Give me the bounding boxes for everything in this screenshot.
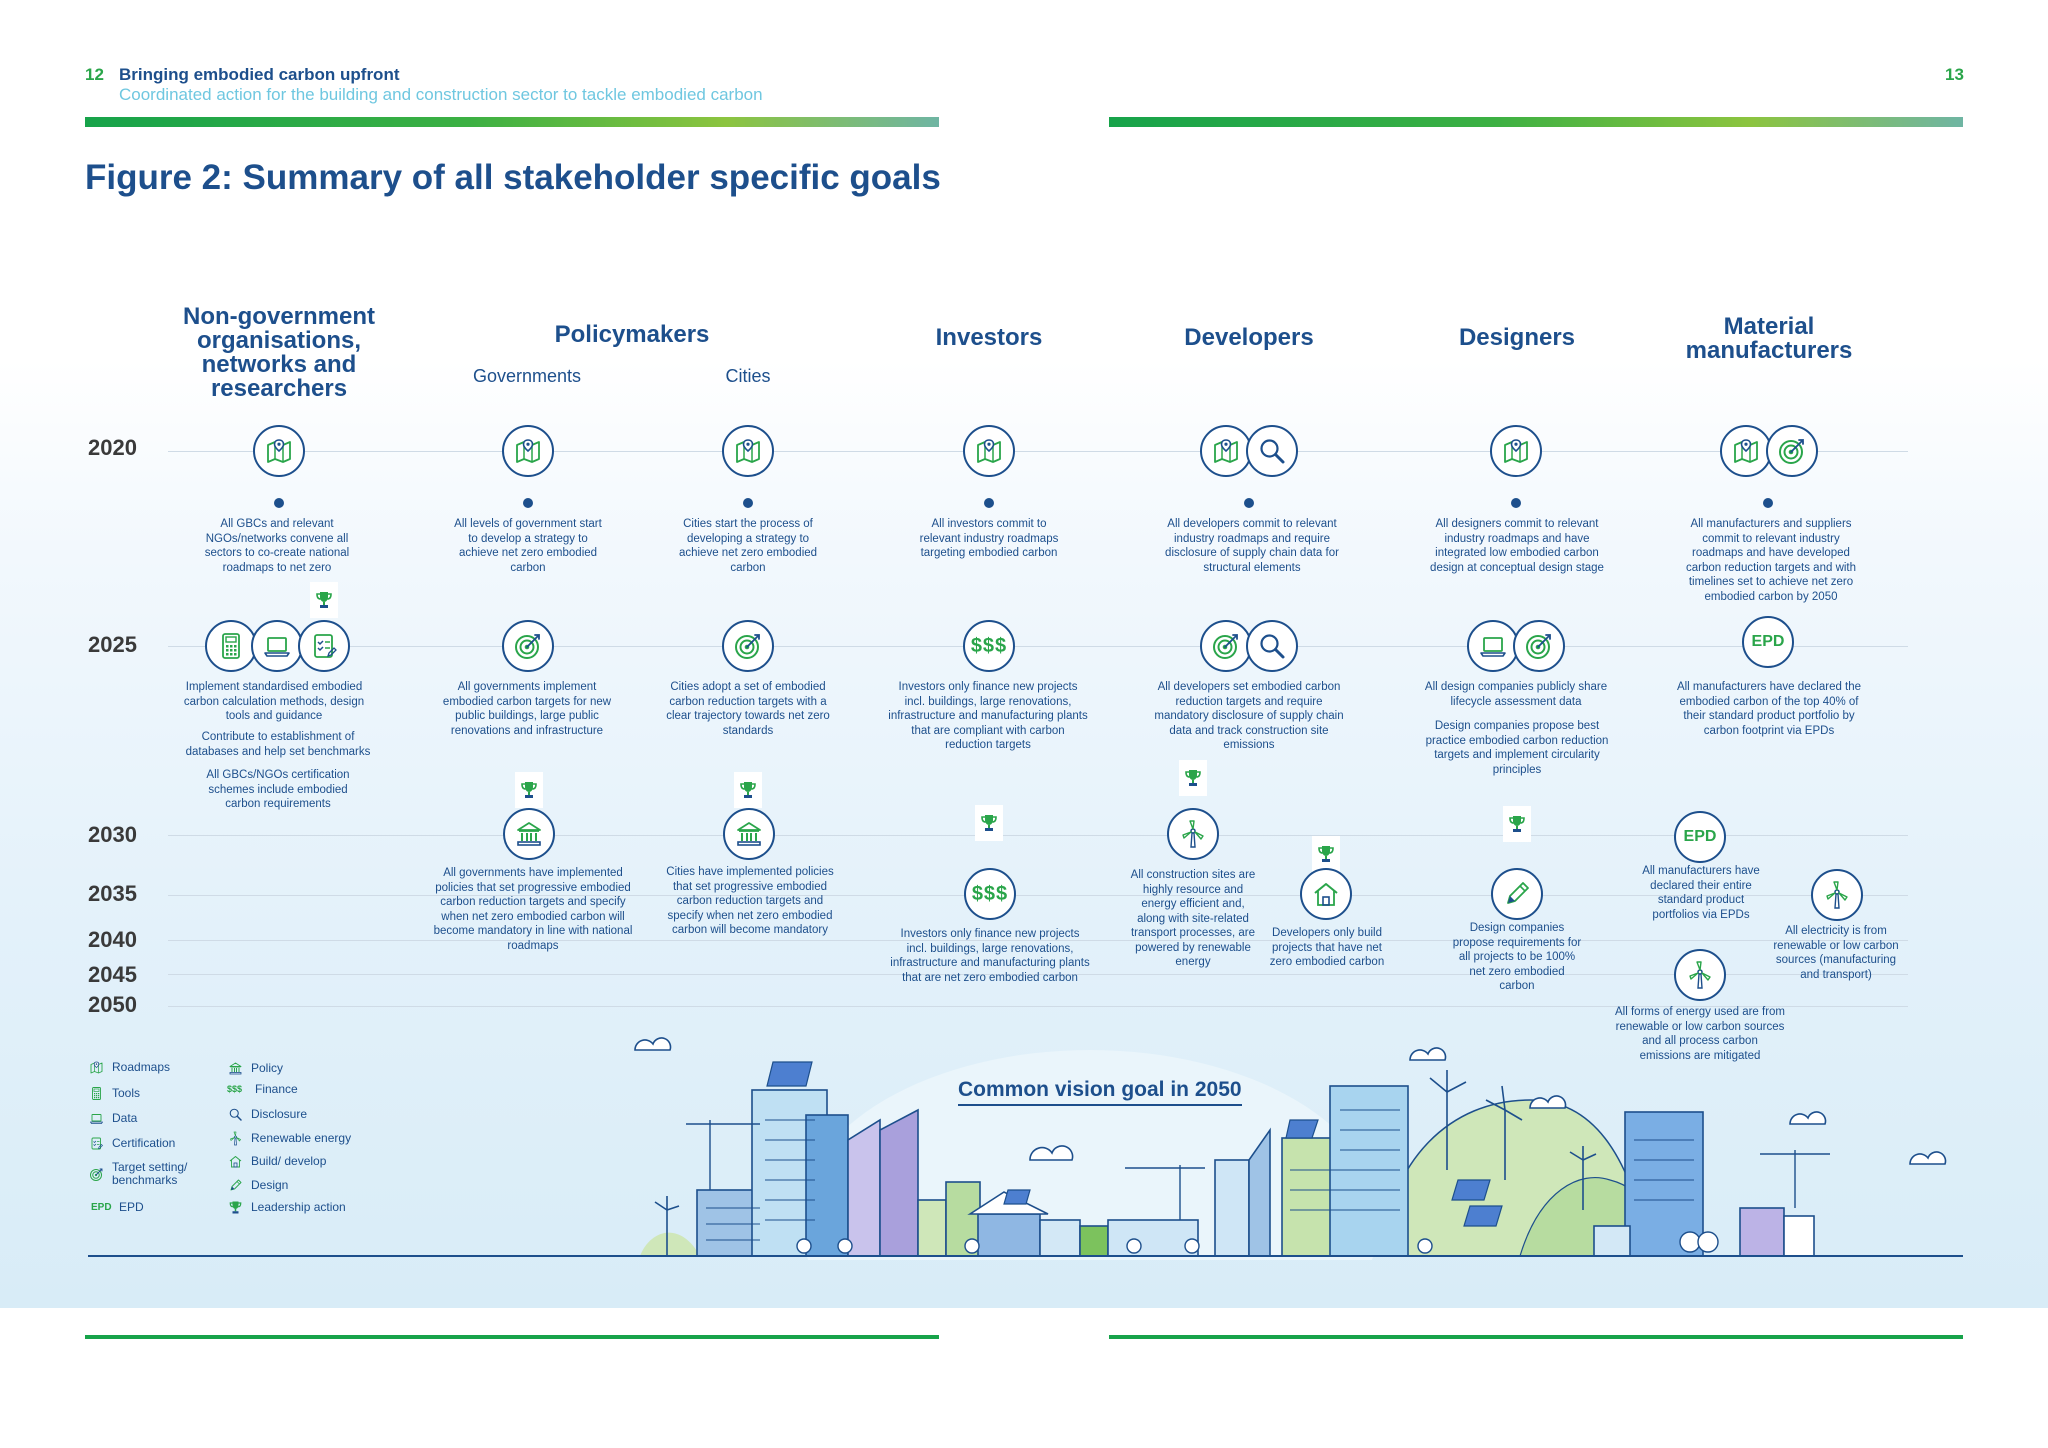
goal-text-man-2045: All forms of energy used are from renewable or low carbon sources and all process carbon emissions are mitigated [1615, 1006, 1786, 1062]
legend-design: Design [227, 1177, 288, 1193]
year-2035: 2035 [88, 881, 137, 906]
city-skyline-illustration [0, 1020, 2048, 1260]
legend-policy: Policy [227, 1060, 283, 1076]
roadmap-icon [722, 425, 774, 477]
year-2020: 2020 [88, 435, 137, 460]
legend-data: Data [88, 1110, 137, 1126]
legend-leadership: Leadership action [227, 1199, 346, 1215]
timeline-dot [1763, 498, 1773, 508]
running-header-subtitle: Coordinated action for the building and construction sector to tackle embodied carbon [119, 85, 763, 104]
legend-target-setting: Target setting/ benchmarks [88, 1161, 187, 1187]
epd-icon: EPD [91, 1202, 112, 1213]
renewable-energy-icon [1674, 949, 1726, 1001]
goal-text-gov-2020: All levels of government start to develop a strategy to achieve net zero embodied carbon [454, 518, 602, 574]
goal-text-city-2020: Cities start the process of developing a strategy to achieve net zero embodied carbon [678, 518, 818, 574]
leadership-trophy-icon [734, 772, 762, 808]
timeline-dot [743, 498, 753, 508]
timeline-dot [984, 498, 994, 508]
leadership-trophy-icon [1312, 836, 1340, 872]
timeline-dot [274, 498, 284, 508]
legend-disclosure: Disclosure [227, 1106, 307, 1122]
legend-certification: Certification [88, 1135, 175, 1151]
goal-text-dev-2030: All construction sites are highly resource and energy efficient and, along with site-related transport processes, are powered by renewable energy [1130, 869, 1256, 968]
policy-icon [723, 808, 775, 860]
year-2040: 2040 [88, 927, 137, 952]
goal-text-gov-2025: All governments implement embodied carbon targets for new public buildings, large public renovations and infrastructure [442, 681, 612, 737]
certification-icon [298, 620, 350, 672]
column-heading-investors: Investors [935, 324, 1043, 351]
year-2050: 2050 [88, 992, 137, 1017]
goal-text-dev-2025: All developers set embodied carbon reduction targets and require mandatory disclosure of supply chain data and track construction site emissions [1154, 681, 1344, 751]
goal-text-ngo-2025-b: Contribute to establishment of databases and help set benchmarks [185, 731, 371, 758]
renewable-energy-icon [1167, 808, 1219, 860]
goal-text-inv-2020: All investors commit to relevant industry roadmaps targeting embodied carbon [919, 518, 1059, 559]
column-heading-manufacturers: Material manufacturers [1685, 313, 1853, 364]
timeline-dot [1244, 498, 1254, 508]
epd-icon: EPD [1742, 616, 1794, 668]
laptop-icon [251, 620, 303, 672]
goal-text-des-2020: All designers commit to relevant industry roadmaps and have integrated low embodied carbon design at conceptual design stage [1430, 518, 1604, 574]
year-2045: 2045 [88, 962, 137, 987]
common-vision-label: Common vision goal in 2050 [958, 1078, 1242, 1106]
goal-text-des-2025-b: Design companies propose best practice embodied carbon reduction targets and implement circularity principles [1425, 720, 1609, 776]
goal-text-ngo-2025-a: Implement standardised embodied carbon calculation methods, design tools and guidance [183, 681, 365, 722]
column-heading-designers: Designers [1458, 324, 1576, 351]
goal-text-city-2030: Cities have implemented policies that set progressive embodied carbon reduction targets and specify when net zero embodied carbon will become mandatory [666, 866, 834, 936]
target-icon [1200, 620, 1252, 672]
year-2030: 2030 [88, 822, 137, 847]
legend-tools: Tools [88, 1085, 140, 1101]
roadmap-icon [963, 425, 1015, 477]
roadmap-icon [502, 425, 554, 477]
column-subheading-governments: Governments [472, 366, 582, 386]
legend-build-develop: Build/ develop [227, 1153, 326, 1169]
left-page-number: 12 [85, 65, 104, 84]
laptop-icon [1467, 620, 1519, 672]
build-develop-icon [1300, 868, 1352, 920]
timeline-dot [523, 498, 533, 508]
year-2025: 2025 [88, 632, 137, 657]
footer-rule-right [1109, 1335, 1963, 1339]
finance-icon: $$$ [227, 1084, 243, 1094]
target-icon [1766, 425, 1818, 477]
goal-text-inv-2025: Investors only finance new projects incl. buildings, large renovations, infrastructure and manufacturing plants that are compliant with carbon reduction targets [888, 681, 1088, 751]
roadmap-icon [1200, 425, 1252, 477]
roadmap-icon [1720, 425, 1772, 477]
design-pencil-icon [1491, 868, 1543, 920]
goal-text-ngo-2020: All GBCs and relevant NGOs/networks convene all sectors to co-create national roadmaps to net zero [204, 518, 350, 574]
year-line-2025 [168, 646, 1908, 647]
goal-text-city-2025: Cities adopt a set of embodied carbon reduction targets with a clear trajectory towards net zero standards [666, 681, 830, 737]
legend-renewable-energy: Renewable energy [227, 1130, 351, 1146]
finance-icon: $$$ [963, 620, 1015, 672]
goal-text-des-2025-a: All design companies publicly share lifecycle assessment data [1424, 681, 1608, 708]
renewable-energy-icon [1811, 869, 1863, 921]
legend-finance: $$$ Finance [227, 1082, 298, 1096]
year-line-2030 [168, 835, 1908, 836]
column-heading-policymakers: Policymakers [554, 321, 710, 348]
roadmap-icon [1490, 425, 1542, 477]
goal-text-man-2025: All manufacturers have declared the embodied carbon of the top 40% of their standard product portfolio by carbon footprint via EPDs [1676, 681, 1862, 737]
leadership-trophy-icon [1179, 760, 1207, 796]
goal-text-dev-2020: All developers commit to relevant industry roadmaps and require disclosure of supply chain data for structural elements [1165, 518, 1339, 574]
epd-icon: EPD [1674, 811, 1726, 863]
legend-epd: EPD EPD [91, 1200, 144, 1214]
policy-icon [503, 808, 555, 860]
calculator-icon [205, 620, 257, 672]
column-heading-developers: Developers [1184, 324, 1314, 351]
target-icon [1513, 620, 1565, 672]
goal-text-ngo-2025-c: All GBCs/NGOs certification schemes include embodied carbon requirements [206, 769, 350, 810]
target-icon [502, 620, 554, 672]
goal-text-gov-2030: All governments have implemented policies that set progressive embodied carbon reduction targets and specify when net zero embodied carbon will become mandatory in line with national roadmaps [433, 867, 633, 952]
header-rule-right [1109, 117, 1963, 127]
year-line-2020 [168, 451, 1908, 452]
leadership-trophy-icon [975, 805, 1003, 841]
goal-text-dev-2035: Developers only build projects that have net zero embodied carbon [1269, 927, 1385, 968]
column-heading-ngo: Non-government organisations, networks and researchers [183, 303, 375, 402]
disclosure-search-icon [1246, 425, 1298, 477]
roadmap-icon [253, 425, 305, 477]
goal-text-man-2020: All manufacturers and suppliers commit to relevant industry roadmaps and have developed carbon reduction targets and with timelines set to achieve net zero embodied carbon by 2050 [1685, 518, 1857, 603]
leadership-trophy-icon [515, 772, 543, 808]
legend-roadmaps: Roadmaps [88, 1059, 170, 1075]
leadership-trophy-icon [310, 582, 338, 618]
goal-text-des-2035: Design companies propose requirements for all projects to be 100% net zero embodied carbon [1452, 922, 1582, 992]
timeline-dot [1511, 498, 1521, 508]
goal-text-man-2035: All electricity is from renewable or low carbon sources (manufacturing and transport) [1773, 925, 1899, 981]
figure-title: Figure 2: Summary of all stakeholder specific goals [85, 158, 941, 197]
footer-rule-left [85, 1335, 939, 1339]
running-header-title: Bringing embodied carbon upfront [119, 65, 400, 84]
column-subheading-cities: Cities [725, 366, 771, 386]
target-icon [722, 620, 774, 672]
goal-text-inv-2035: Investors only finance new projects incl. buildings, large renovations, infrastructure and manufacturing plants that are net zero embodied carbon [890, 928, 1090, 984]
goal-text-man-2030: All manufacturers have declared their entire standard product portfolios via EPDs [1642, 865, 1760, 921]
leadership-trophy-icon [1503, 806, 1531, 842]
header-rule-left [85, 117, 939, 127]
finance-icon: $$$ [964, 868, 1016, 920]
right-page-number: 13 [1945, 65, 1964, 84]
disclosure-search-icon [1246, 620, 1298, 672]
